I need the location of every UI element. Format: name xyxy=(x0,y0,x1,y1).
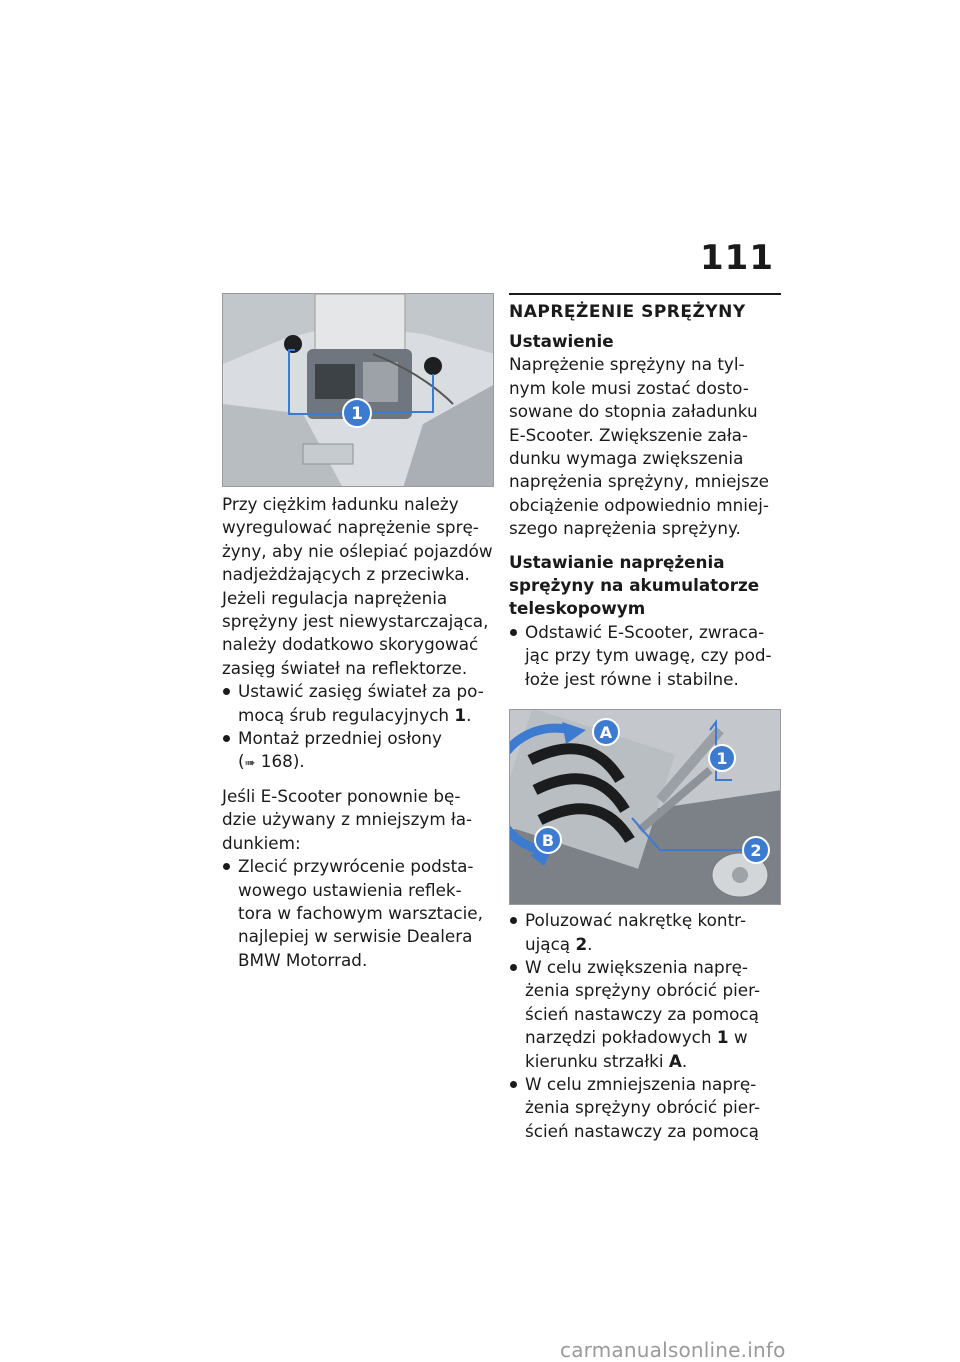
callout-1-label-right: 1 xyxy=(716,749,728,769)
spring-steps xyxy=(509,909,781,1143)
list-item: W celu zmniejszenia naprę- żenia sprężyny obrócić pier- ścień nastawczy za pomocą xyxy=(509,1073,781,1143)
prep-steps xyxy=(509,621,781,691)
reset-paragraph: Jeśli E-Scooter ponownie bę- dzie używany z mniejszym ła- dunkiem: xyxy=(222,785,473,853)
callout-1-label: 1 xyxy=(351,404,363,424)
list-item: Ustawić zasięg świateł za po- mocą śrub regulacyjnych 1. xyxy=(222,680,494,727)
spring-intro-paragraph: Naprężenie sprężyny na tyl- nym kole musi zostać dosto- sowane do stopnia załadunku E-Scooter. Zwiększenie zała- dunku wymaga zwiększenia naprężenia sprężyny, mniejsze obciążenie odpowiednio mniej- szego naprężenia sprężyny. xyxy=(509,354,769,539)
subsection-title: Ustawienie xyxy=(509,331,614,351)
intro-paragraph: Przy ciężkim ładunku należy wyregulować naprężenie sprę- żyny, aby nie oślepiać pojazdów nadjeżdżających z przeciwka. Jeżeli regulacja naprężenia sprężyny jest niewystarczająca, należy dodatkowo skorygować zasięg świateł na reflektorze. xyxy=(222,494,493,678)
list-item: Montaż przedniej osłony (➠ 168). xyxy=(222,727,494,776)
left-column xyxy=(222,293,494,972)
section-title: NAPRĘŻENIE SPRĘŻYNY xyxy=(509,293,781,324)
list-item: W celu zwiększenia naprę- żenia sprężyny obrócić pier- ścień nastawczy za pomocą narzędzi pokładowych 1 w kierunku strzałki A. xyxy=(509,956,781,1073)
list-item: Poluzować nakrętkę kontr- ującą 2. xyxy=(509,909,781,956)
subsection-title-telescopic: Ustawianie naprężenia sprężyny na akumulatorze teleskopowym xyxy=(509,551,760,619)
headlight-adjustment-figure xyxy=(222,293,494,487)
watermark: carmanualsonline.info xyxy=(560,1338,786,1362)
callout-a-label: A xyxy=(599,723,613,743)
callout-b-label: B xyxy=(541,831,555,851)
right-column xyxy=(509,293,781,1143)
page-reference[interactable]: 168). xyxy=(255,751,305,772)
headlight-steps xyxy=(222,680,494,776)
page-number: 111 xyxy=(700,238,774,278)
list-item: Odstawić E-Scooter, zwraca- jąc przy tym uwagę, czy pod- łoże jest równe i stabilne. xyxy=(509,621,781,691)
reset-steps xyxy=(222,855,494,972)
page-reference-icon: ➠ xyxy=(244,756,256,772)
callout-2-label: 2 xyxy=(750,841,762,861)
headlight-illustration xyxy=(223,294,494,487)
spring-adjustment-figure xyxy=(509,709,781,905)
list-item: Zlecić przywrócenie podsta- wowego ustawienia reflek- tora w fachowym warsztacie, najlepiej w serwisie Dealera BMW Motorrad. xyxy=(222,855,494,972)
spring-illustration xyxy=(510,710,781,905)
